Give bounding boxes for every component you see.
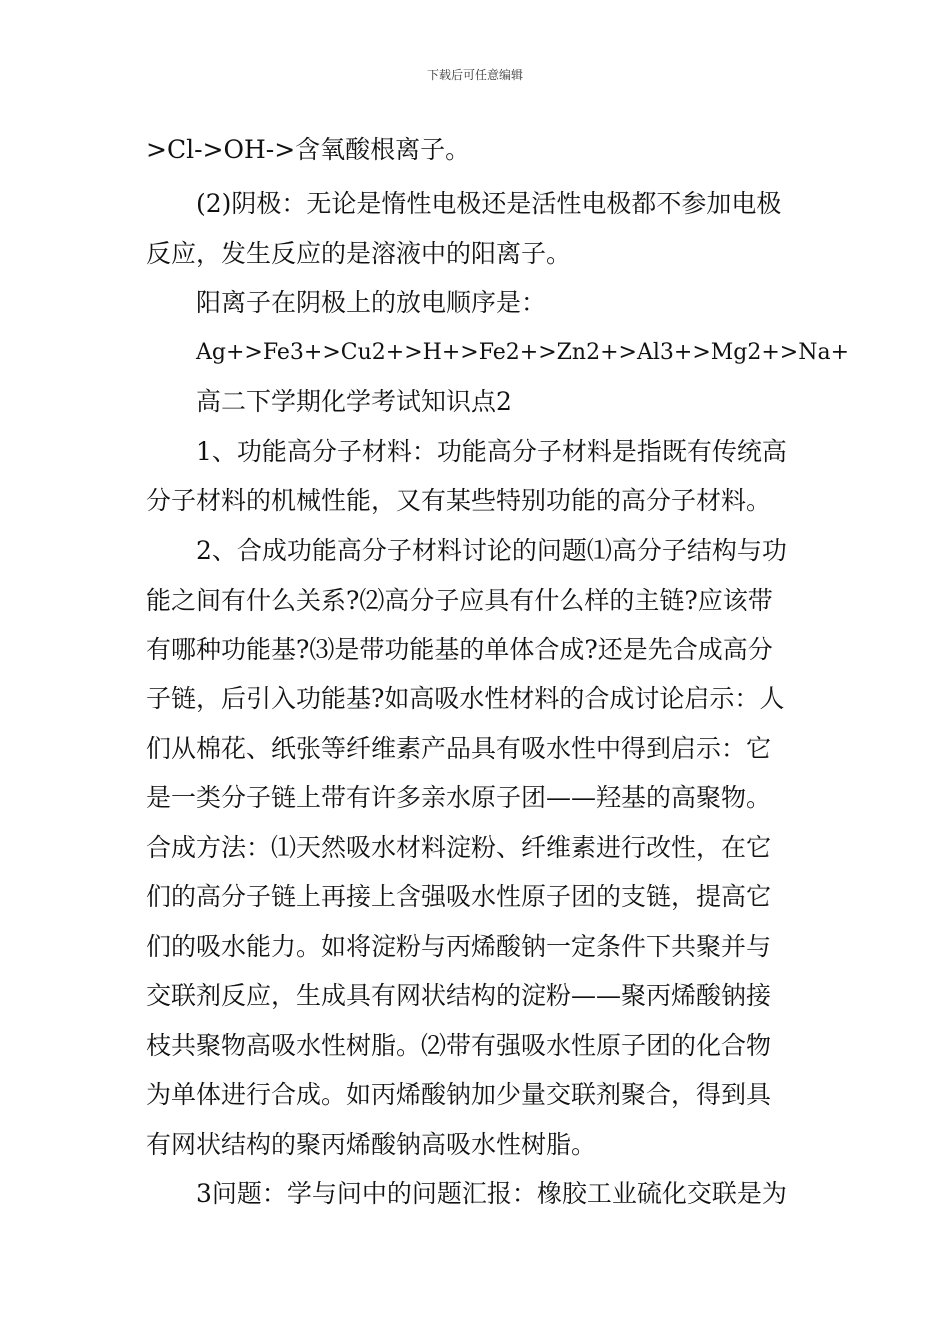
text-line: 3问题：学与问中的问题汇报：橡胶工业硫化交联是为 — [196, 1179, 787, 1208]
section-heading: 高二下学期化学考试知识点2 — [196, 387, 512, 416]
text-line: (2)阴极：无论是惰性电极还是活性电极都不参加电极 — [196, 189, 782, 218]
text-line: 分子材料的机械性能，又有某些特别功能的高分子材料。 — [146, 486, 772, 515]
text-line: Ag+>Fe3+>Cu2+>H+>Fe2+>Zn2+>Al3+>Mg2+>Na+ — [196, 340, 850, 365]
text-line: 能之间有什么关系?⑵高分子应具有什么样的主链?应该带 — [146, 586, 773, 615]
text-line: 们从棉花、纸张等纤维素产品具有吸水性中得到启示：它 — [146, 734, 772, 763]
text-line: 阳离子在阴极上的放电顺序是： — [196, 288, 547, 317]
text-line: 有网状结构的聚丙烯酸钠高吸水性树脂。 — [146, 1130, 597, 1159]
text-line: 为单体进行合成。如丙烯酸钠加少量交联剂聚合，得到具 — [146, 1080, 772, 1109]
text-line: 们的吸水能力。如将淀粉与丙烯酸钠一定条件下共聚并与 — [146, 932, 772, 961]
text-line: 1、功能高分子材料：功能高分子材料是指既有传统高 — [196, 437, 787, 466]
text-line: 2、合成功能高分子材料讨论的问题⑴高分子结构与功 — [196, 536, 787, 565]
text-line: 是一类分子链上带有许多亲水原子团——羟基的高聚物。 — [146, 783, 772, 812]
text-line: >Cl->OH->含氧酸根离子。 — [146, 135, 471, 164]
text-line: 反应，发生反应的是溶液中的阳离子。 — [146, 239, 572, 268]
text-line: 枝共聚物高吸水性树脂。⑵带有强吸水性原子团的化合物 — [146, 1031, 772, 1060]
text-line: 子链，后引入功能基?如高吸水性材料的合成讨论启示：人 — [146, 684, 785, 713]
text-line: 合成方法：⑴天然吸水材料淀粉、纤维素进行改性，在它 — [146, 833, 772, 862]
text-line: 有哪种功能基?⑶是带功能基的单体合成?还是先合成高分 — [146, 635, 773, 664]
text-line: 们的高分子链上再接上含强吸水性原子团的支链，提高它 — [146, 882, 772, 911]
page-header: 下载后可任意编辑 — [426, 68, 523, 82]
text-line: 交联剂反应，生成具有网状结构的淀粉——聚丙烯酸钠接 — [146, 981, 772, 1010]
